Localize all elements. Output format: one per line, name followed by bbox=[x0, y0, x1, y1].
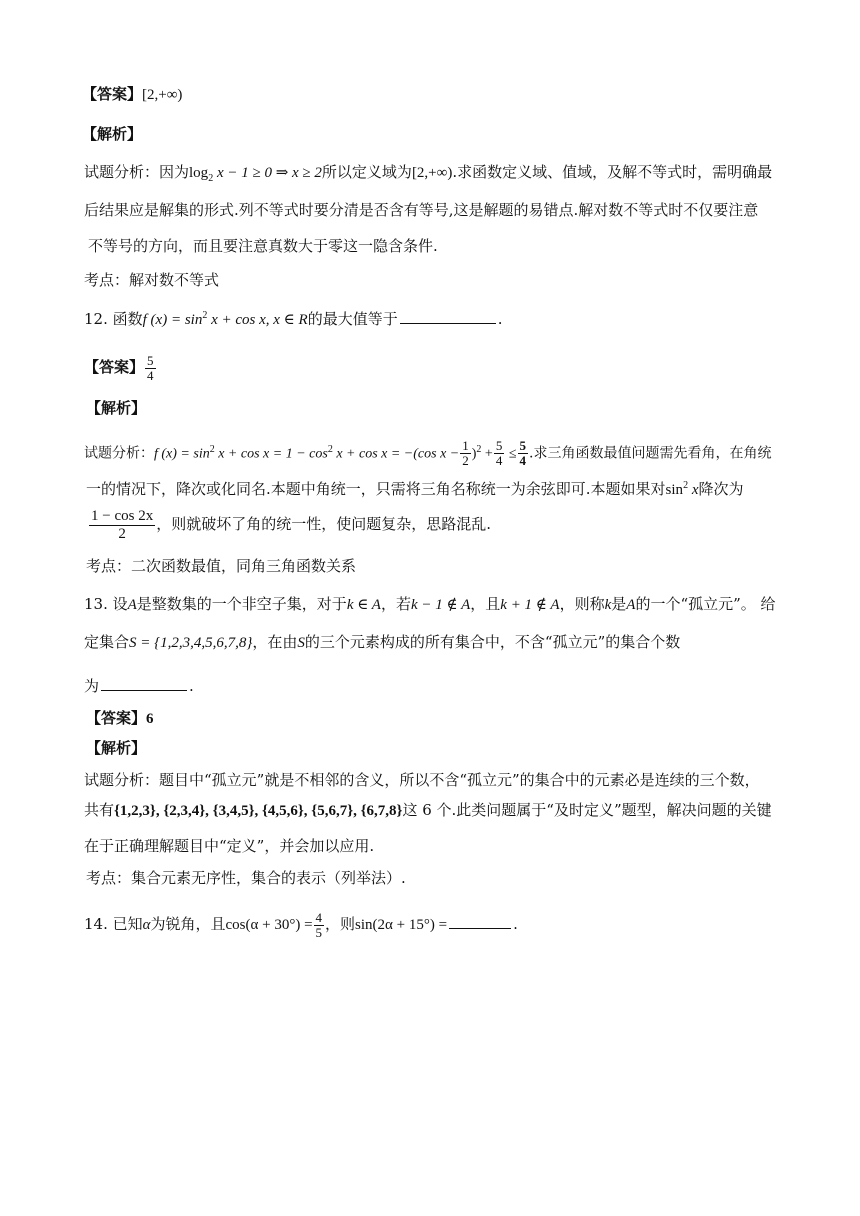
q12-answer-fraction bbox=[145, 354, 156, 383]
q13-text: 是整数集的一个非空子集，对于 bbox=[136, 595, 347, 613]
analysis-text: 降次为 bbox=[698, 480, 744, 498]
fraction-den: 4 bbox=[495, 453, 503, 469]
math-sup: 2 bbox=[209, 444, 215, 455]
q13-question-line2 bbox=[84, 632, 680, 653]
q13-text: ，若 bbox=[380, 595, 411, 613]
answer-blank bbox=[101, 676, 187, 691]
math-four-fifths bbox=[314, 911, 325, 940]
fraction-num: 1 bbox=[462, 438, 469, 454]
q13-text: 13. 设 bbox=[84, 595, 128, 613]
q13-text: ，在由 bbox=[252, 633, 298, 651]
fraction-num: 5 bbox=[495, 438, 503, 454]
q12-question bbox=[84, 306, 502, 330]
q12-analysis-line2 bbox=[86, 476, 744, 500]
q13-text: 的三个元素构成的所有集合中，不含“孤立元”的集合个数 bbox=[304, 633, 681, 651]
math-A: A bbox=[127, 597, 137, 613]
q11-analysis-line2: 后结果应是解集的形式.列不等式时要分清是否含有等号,这是解题的易错点.解对数不等式时不仅要注意 bbox=[84, 201, 759, 219]
q13-analysis-line2 bbox=[84, 800, 772, 821]
math-k-in-A: k ∈ A bbox=[346, 597, 381, 613]
math-exp: 2 bbox=[202, 310, 208, 321]
fraction-den: 2 bbox=[462, 453, 469, 469]
fraction-den: 5 bbox=[315, 924, 323, 940]
math-eq1: f (x) = sin bbox=[154, 446, 210, 462]
q13-text: 为 bbox=[84, 677, 100, 695]
math-sin: sin bbox=[665, 482, 684, 498]
math-log: log bbox=[189, 165, 209, 181]
q14-text: ，则 bbox=[325, 915, 356, 933]
math-k: k bbox=[604, 597, 612, 613]
q11-answer-row bbox=[82, 84, 182, 105]
analysis-text: 共有 bbox=[84, 801, 115, 819]
math-S: S bbox=[297, 635, 305, 651]
q12-number: 12. 函数 bbox=[84, 310, 143, 328]
q12-answer-row bbox=[84, 352, 157, 383]
fraction-num: 1 − cos 2x bbox=[91, 507, 154, 524]
analysis-text: 一的情况下，降次或化同名.本题中角统一，只需将三角名称统一为余弦即可.本题如果对 bbox=[86, 480, 666, 498]
analysis-label: 【解析】 bbox=[86, 739, 147, 757]
fraction-den: 4 bbox=[147, 367, 154, 383]
math-x: x bbox=[688, 482, 699, 498]
q13-text: 是 bbox=[611, 595, 627, 613]
fraction-num: 5 bbox=[519, 438, 526, 454]
math-half bbox=[460, 439, 471, 468]
math-log-base: 2 bbox=[208, 173, 214, 184]
math-cos-fraction bbox=[89, 508, 155, 543]
q12-tail: 的最大值等于 bbox=[307, 310, 398, 328]
fraction-num: 4 bbox=[315, 909, 323, 925]
math-k-minus: k − 1 ∉ A bbox=[410, 597, 471, 613]
math-sup: 2 bbox=[683, 480, 689, 491]
fraction-den: 2 bbox=[118, 525, 126, 542]
q14-period: . bbox=[513, 915, 518, 933]
analysis-prefix: 试题分析： bbox=[84, 445, 154, 462]
math-le: ≤ bbox=[505, 446, 517, 462]
analysis-text: 这 6 个.此类问题属于“及时定义”题型，解决问题的关键 bbox=[402, 801, 772, 819]
math-f-rest: x + cos x, x ∈ R bbox=[207, 312, 308, 328]
analysis-mid: 所以定义域为 bbox=[321, 163, 412, 181]
q14-text: 为锐角，且 bbox=[150, 915, 226, 933]
answer-blank bbox=[400, 309, 496, 324]
math-f-arg: (x) = sin bbox=[146, 312, 203, 328]
q13-text: ，且 bbox=[470, 595, 501, 613]
q12-analysis-label bbox=[86, 398, 146, 418]
analysis-tail: .求三角函数最值问题需先看角，在角统 bbox=[529, 445, 772, 462]
math-A: A bbox=[626, 597, 636, 613]
q12-kaodian: 考点：二次函数最值，同角三角函数关系 bbox=[86, 557, 357, 575]
q13-text: 的一个“孤立元”。 给 bbox=[635, 595, 776, 613]
fraction-num: 5 bbox=[147, 352, 154, 368]
q13-analysis-line3: 在于正确理解题目中“定义”，并会加以应用. bbox=[84, 837, 375, 855]
q12-analysis-line3 bbox=[88, 506, 491, 543]
analysis-label: 【解析】 bbox=[82, 125, 143, 143]
q13-analysis-label bbox=[86, 738, 146, 758]
fraction-den: 4 bbox=[519, 453, 526, 469]
q11-analysis-line1 bbox=[84, 162, 772, 189]
math-sup: 2 bbox=[476, 444, 482, 455]
analysis-label: 【解析】 bbox=[86, 399, 147, 417]
q11-analysis-line3: 不等号的方向，而且要注意真数大于零这一隐含条件. bbox=[88, 237, 438, 255]
math-eq3: x + cos x = −(cos x − bbox=[332, 446, 460, 462]
math-alpha: α bbox=[142, 917, 151, 933]
q13-answer-row bbox=[86, 708, 154, 729]
analysis-tail: .求函数定义域、值域，及解不等式时，需明确最 bbox=[452, 163, 773, 181]
math-sin-eq: sin(2α + 15°) = bbox=[355, 917, 448, 933]
math-set-S: S = {1,2,3,4,5,6,7,8} bbox=[129, 635, 253, 651]
math-f: f bbox=[142, 312, 147, 328]
math-plus: + bbox=[481, 446, 493, 462]
answer-blank bbox=[449, 914, 511, 929]
analysis-prefix: 试题分析：因为 bbox=[84, 163, 190, 181]
q13-text: 定集合 bbox=[84, 633, 130, 651]
math-cos-eq: cos(α + 30°) = bbox=[225, 917, 313, 933]
q13-question-line1 bbox=[84, 594, 776, 615]
q12-period: . bbox=[497, 310, 503, 328]
math-sup: 2 bbox=[327, 444, 333, 455]
q13-kaodian: 考点：集合元素无序性，集合的表示（列举法）. bbox=[86, 869, 406, 887]
math-interval: [2,+∞) bbox=[411, 165, 453, 181]
analysis-text: ，则就破坏了角的统一性，使问题复杂，思路混乱. bbox=[156, 515, 491, 533]
q11-analysis-label bbox=[82, 124, 142, 144]
q11-answer-value: [2,+∞) bbox=[142, 87, 183, 103]
q14-question bbox=[84, 906, 518, 943]
math-eq2: x + cos x = 1 − cos bbox=[214, 446, 328, 462]
q13-question-line3 bbox=[84, 676, 194, 696]
math-five-quarters-bold bbox=[518, 439, 529, 468]
answer-label: 【答案】 bbox=[86, 709, 147, 727]
q13-text: ，则称 bbox=[559, 595, 605, 613]
math-five-quarters bbox=[494, 439, 505, 468]
q13-answer-value: 6 bbox=[146, 711, 154, 727]
answer-label: 【答案】 bbox=[84, 358, 145, 376]
q14-text: 14. 已知 bbox=[84, 915, 143, 933]
answer-label: 【答案】 bbox=[82, 85, 143, 103]
math-sets: {1,2,3}, {2,3,4}, {3,4,5}, {4,5,6}, {5,6,7}, {6,7,8} bbox=[114, 803, 403, 819]
q11-kaodian: 考点：解对数不等式 bbox=[84, 271, 220, 289]
math-paren: ) bbox=[471, 446, 477, 462]
q12-analysis-line1 bbox=[84, 432, 771, 473]
q13-analysis-line1: 试题分析：题目中“孤立元”就是不相邻的含义，所以不含“孤立元”的集合中的元素必是连续的三个数， bbox=[84, 771, 760, 789]
math-inequality: x − 1 ≥ 0 ⇒ x ≥ 2 bbox=[213, 165, 322, 181]
q13-period: . bbox=[189, 677, 194, 695]
math-k-plus: k + 1 ∉ A bbox=[500, 597, 560, 613]
